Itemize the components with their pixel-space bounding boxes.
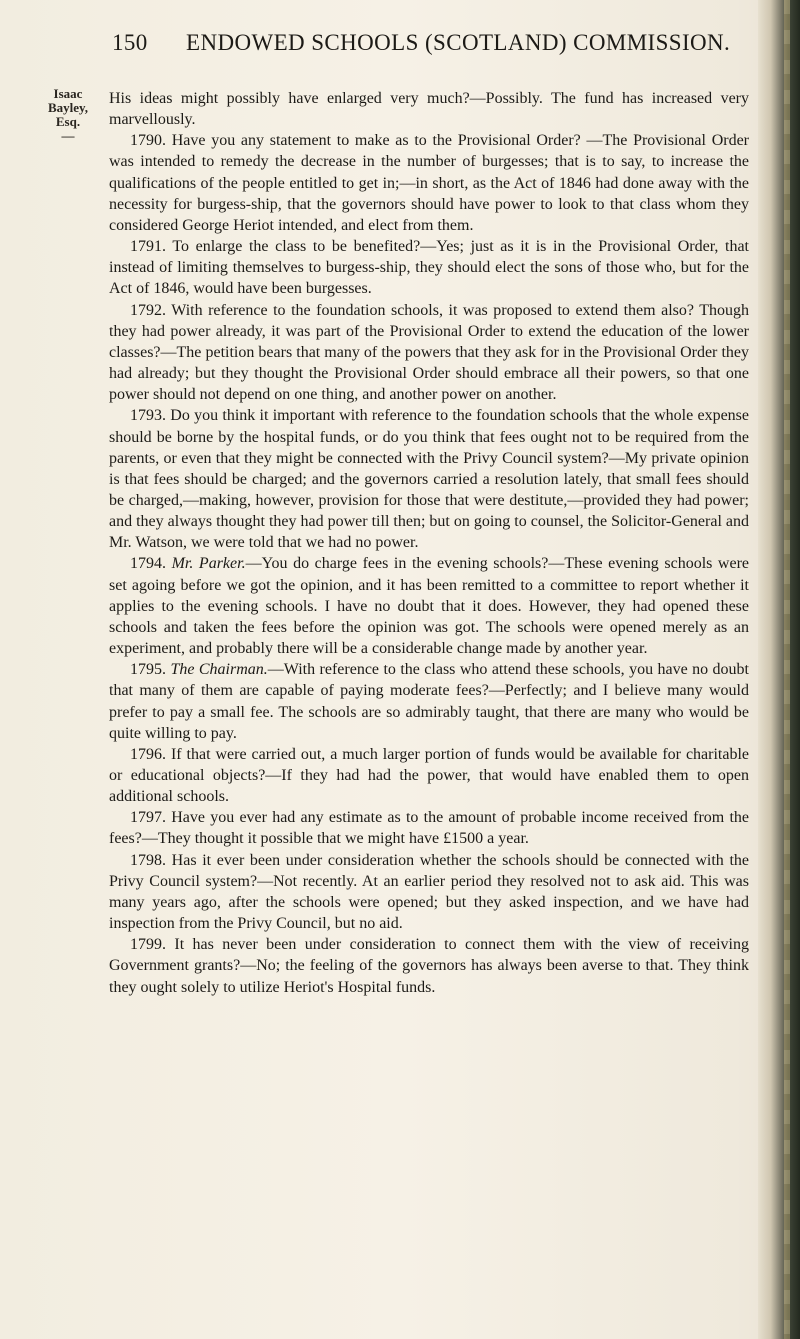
question-number: 1795.: [130, 661, 166, 679]
question-number: 1790.: [130, 132, 166, 150]
question-number: 1791.: [130, 238, 166, 256]
question-number: 1798.: [130, 851, 166, 869]
paragraph-text: Has it ever been under consideration whether the schools should be connected with the Privy Council system?—Not recently. At an earlier period they resolved not to ask aid. This was many years ago, after the schools were opened; but they asked inspection, and we have had inspection from the Privy Council, but no aid.: [109, 851, 750, 933]
question-number: 1792.: [130, 301, 166, 319]
paragraph-text: With reference to the foundation schools, it was proposed to extend them also? Though they had power already, it was part of the Provisional Order to extend the education of the lower classes?—The petition bears that many of the powers that they ask for in the Provisional Order they had already; but they thought the Provisional Order should embrace all their powers, so that one power should not depend on one thing, and another power on another.: [109, 301, 749, 404]
question-number: 1799.: [130, 936, 166, 954]
question-number: 1794.: [130, 555, 166, 573]
speaker-name-first: Isaac: [53, 86, 83, 101]
paragraph-1799: [109, 934, 749, 997]
paragraph-text: —You do charge fees in the evening schools?—These evening schools were set agoing before we got the opinion, and it has been remitted to a committee to report whether it applies to the evening schools. I have no doubt that it does. However, they had opened these schools and taken the fees before the opinion was got. The schools were opened merely as an experiment, and probably there will be a considerable change made by another year.: [109, 555, 750, 658]
paragraph-1798: [109, 850, 749, 935]
paragraph-1790: [109, 130, 749, 236]
paragraph-text: —With reference to the class who attend these schools, you have no doubt that many of them are capable of paying moderate fees?—Perfectly; and I believe many would prefer to pay a small fee. The schools are so admirably taught, that there are many who would be quite willing to pay.: [109, 661, 750, 742]
paragraph-1791: [109, 236, 749, 299]
speaker-name-last: Bayley,: [47, 100, 89, 115]
paragraph-continuation: [109, 88, 749, 130]
question-number: 1793.: [130, 407, 166, 425]
paragraph-text: If that were carried out, a much larger portion of funds would be available for charitable or educational objects?—If they had had the power, that would have enabled them to open additional schools.: [109, 745, 750, 806]
paragraph-1795: [109, 659, 749, 744]
speaker-dash: —: [61, 128, 75, 143]
paragraph-text: His ideas might possibly have enlarged very much?—Possibly. The fund has increased very marvellously.: [109, 90, 749, 129]
speaker-title: Esq.: [55, 114, 81, 129]
paragraph-text: It has never been under consideration to connect them with the view of receiving Government grants?—No; the feeling of the governors has always been averse to that. They think they ought solely to utilize Heriot's Hospital funds.: [109, 936, 750, 996]
page-header: [112, 30, 742, 64]
paragraph-text: Have you ever had any estimate as to the amount of probable income received from the fees?—They thought it possible that we might have £1500 a year.: [109, 809, 750, 848]
question-number: 1796.: [130, 745, 166, 763]
book-spine-edge: [758, 0, 800, 1339]
page-number: 150: [112, 30, 148, 55]
paragraph-1794: [109, 553, 749, 659]
testimony-body: [109, 88, 749, 998]
speaker-name: The Chairman.: [170, 661, 268, 679]
paragraph-1792: [109, 300, 749, 406]
running-title: ENDOWED SCHOOLS (SCOTLAND) COMMISSION.: [186, 30, 731, 55]
question-number: 1797.: [130, 809, 166, 827]
paragraph-1797: [109, 807, 749, 849]
speaker-margin-note: [38, 87, 98, 143]
paragraph-1796: [109, 744, 749, 807]
paragraph-text: To enlarge the class to be benefited?—Yes; just as it is in the Provisional Order, that instead of limiting themselves to burgess-ship, they should elect the sons of those who, but for the Act of 1846, would have been burgesses.: [109, 238, 750, 298]
paragraph-text: Do you think it important with reference to the foundation schools that the whole expense should be borne by the hospital funds, or do you think that fees ought not to be required from the parents, or even that they might be connected with the Privy Council system?—My private opinion is that fees should be charged; and the governors carried a resolution lately, that small fees should be charged,—making, however, provision for those that were destitute,—provided they had power; and they always thought they had power till then; but on going to counsel, the Solicitor-General and Mr. Watson, we were told that we had no power.: [109, 407, 750, 552]
speaker-name: Mr. Parker.: [171, 555, 246, 573]
paragraph-1793: [109, 405, 749, 553]
paragraph-text: Have you any statement to make as to the Provisional Order? —The Provisional Order was intended to remedy the decrease in the number of burgesses; that is to say, to increase the qualifications of the people entitled to get in;—in short, as the Act of 1846 had done away with the necessity for burgess-ship, that the governors should have power to look to that class whom they considered George Heriot intended, and elect from them.: [109, 132, 750, 234]
